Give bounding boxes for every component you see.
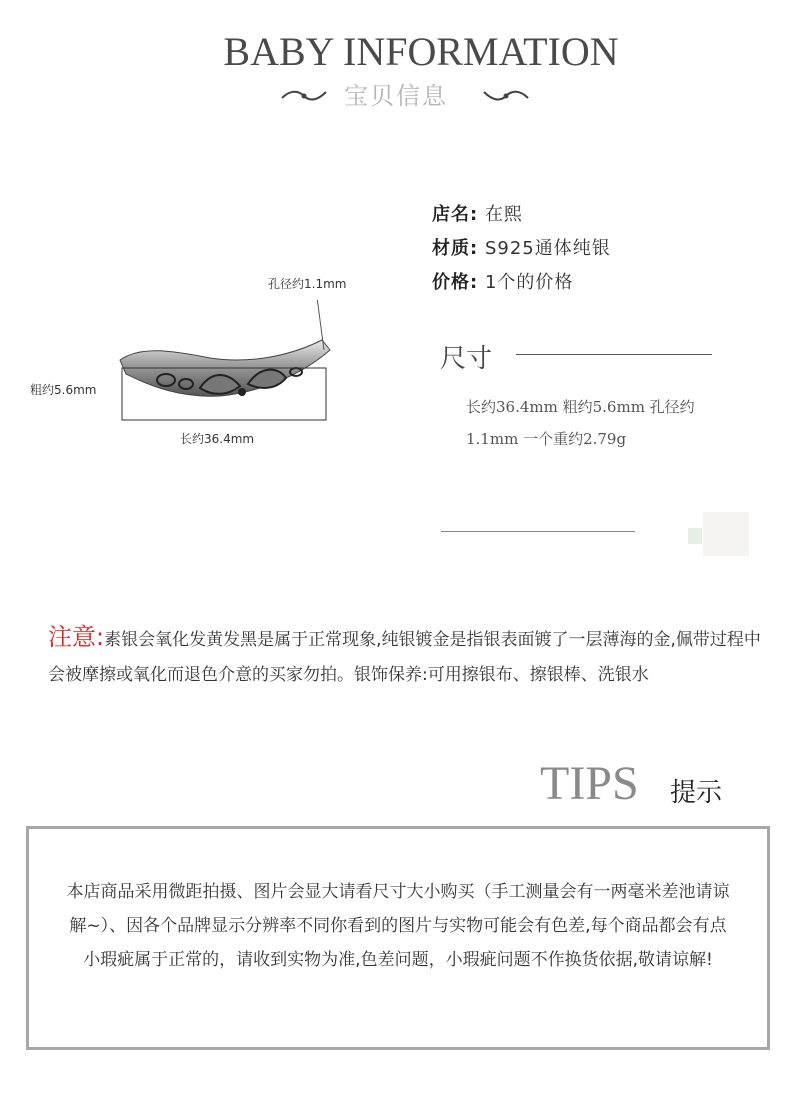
size-text-line-1: 长约36.4mm 粗约5.6mm 孔径约 [466, 398, 695, 416]
size-text-line-2: 1.1mm 一个重约2.79g [466, 430, 627, 448]
thickness-label: 粗约5.6mm [30, 383, 97, 397]
material-info [432, 234, 611, 260]
note-heading: 注意: [48, 623, 105, 651]
tips-text: 本店商品采用微距拍摄、图片会显大请看尺寸大小购买（手工测量会有一两毫米差池请谅解~）、因各个品牌显示分辨率不同你看到的图片与实物可能会有色差,每个商品都会有点小瑕疵属于正常的，请收到实物为准,色差问题，小瑕疵问题不作换货依据,敬请谅解! [66, 882, 730, 970]
product-image [100, 300, 360, 430]
price-value: 1个的价格 [484, 272, 574, 293]
size-title: 尺寸 [440, 344, 493, 374]
shop-info [432, 200, 523, 226]
decorative-square [703, 512, 749, 556]
size-divider [516, 354, 712, 355]
right-ornament-icon [480, 86, 530, 104]
material-label: 材质: [432, 238, 479, 259]
page-subtitle: 宝贝信息 [344, 82, 448, 110]
hole-diameter-label: 孔径约1.1mm [268, 277, 347, 291]
left-ornament-icon [280, 86, 330, 104]
subtitle-row [280, 76, 530, 116]
shop-value: 在熙 [484, 204, 523, 225]
care-note [48, 620, 764, 693]
decorative-square-small [688, 528, 702, 544]
shop-label: 店名: [432, 204, 479, 225]
page-title: BABY INFORMATION [223, 29, 619, 74]
tips-title-en: TIPS [540, 757, 639, 810]
section-divider [441, 531, 635, 532]
note-text: 素银会氧化发黄发黑是属于正常现象,纯银镀金是指银表面镀了一层薄海的金,佩带过程中会被摩擦或氧化而退色介意的买家勿拍。银饰保养:可用擦银布、擦银棒、洗银水 [48, 630, 761, 685]
price-label: 价格: [432, 272, 479, 293]
material-value: S925通体纯银 [484, 238, 611, 259]
price-info [432, 268, 573, 294]
tips-box [26, 826, 770, 1050]
tips-title-cn: 提示 [670, 778, 723, 808]
length-label: 长约36.4mm [180, 432, 255, 446]
